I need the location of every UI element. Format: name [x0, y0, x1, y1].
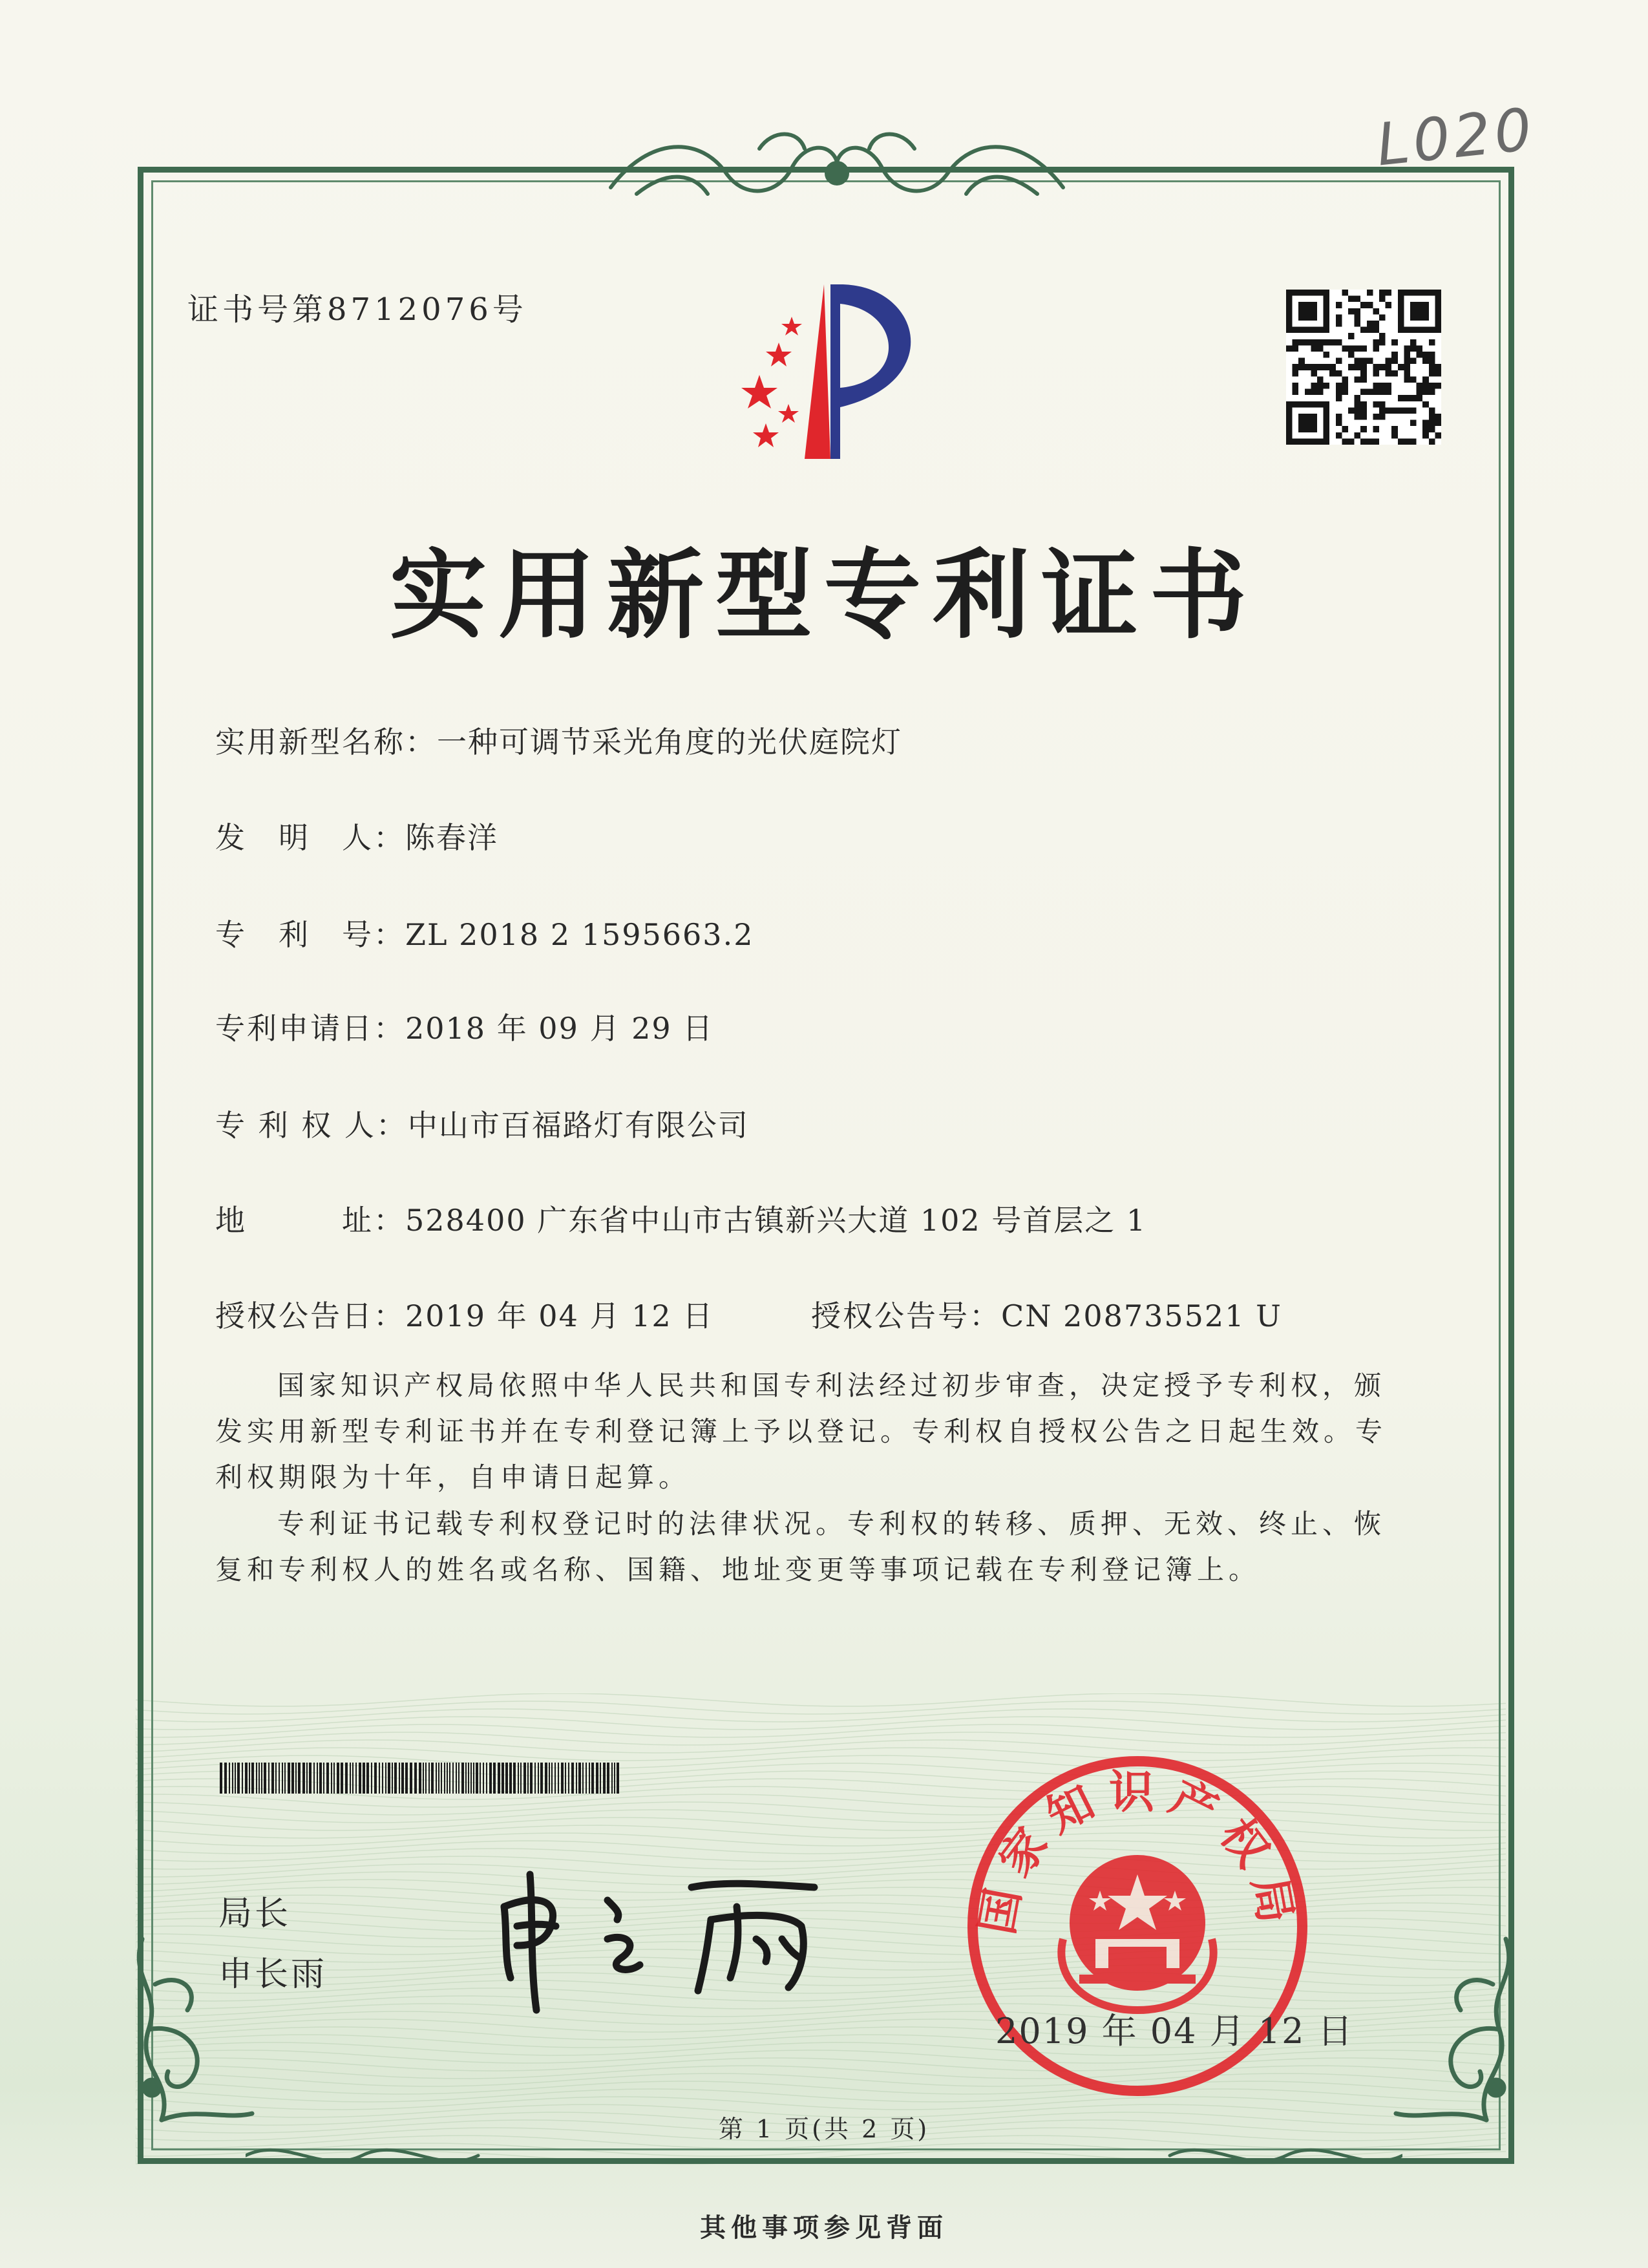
qr-code [1286, 290, 1441, 445]
field-label: 发 明 人： [215, 820, 405, 855]
handwritten-note: L020 [1373, 95, 1539, 180]
field-utility-model-name [215, 719, 902, 761]
back-page-note: 其他事项参见背面 [700, 2212, 948, 2243]
statement-paragraph-1: 国家知识产权局依照中华人民共和国专利法经过初步审查，决定授予专利权，颁发实用新型专利证书并在专利登记簿上予以登记。专利权自授权公告之日起生效。专利权期限为十年，自申请日起算。 [215, 1370, 1388, 1493]
field-label: 实用新型名称： [215, 725, 437, 759]
field-value: 中山市百福路灯有限公司 [407, 1108, 749, 1143]
field-value: ZL 2018 2 1595663.2 [405, 917, 754, 952]
field-label: 授权公告号： [811, 1298, 1001, 1333]
certificate-title: 实用新型专利证书 [389, 538, 1258, 652]
field-value: 528400 广东省中山市古镇新兴大道 102 号首层之 1 [405, 1203, 1147, 1238]
director-title: 局长 [218, 1894, 291, 1933]
statement-paragraph-2: 专利证书记载专利权登记时的法律状况。专利权的转移、质押、无效、终止、恢复和专利权人的姓名或名称、国籍、地址变更等事项记载在专利登记簿上。 [215, 1508, 1386, 1585]
field-grant-date [215, 1293, 713, 1335]
field-value: 陈春洋 [405, 820, 498, 855]
director-name: 申长雨 [218, 1955, 328, 1994]
field-value: 2018 年 09 月 29 日 [405, 1011, 714, 1046]
field-filing-date [215, 1005, 713, 1048]
field-label: 专 利 号： [215, 917, 405, 952]
field-label: 地 址： [215, 1203, 405, 1238]
director-signature [478, 1849, 840, 2017]
field-inventor [215, 814, 498, 857]
top-ornament [598, 123, 1076, 213]
field-value: 2019 年 04 月 12 日 [405, 1298, 714, 1333]
corner-ornament-right [1383, 1926, 1525, 2133]
field-label: 专利申请日： [215, 1011, 405, 1046]
certificate-number: 证书号第8712076号 [187, 291, 527, 328]
bottom-ornament [246, 2133, 1402, 2178]
field-patentee [215, 1102, 749, 1145]
field-value: 一种可调节采光角度的光伏庭院灯 [437, 725, 902, 759]
field-grant-number [811, 1293, 1282, 1335]
field-address [215, 1197, 1146, 1240]
barcode [220, 1763, 620, 1794]
field-patent-number [215, 911, 754, 954]
seal-text: 国家知识产权局 [973, 1768, 1302, 1938]
field-label: 专 利 权 人： [215, 1108, 408, 1143]
page-indicator: 第 1 页(共 2 页) [718, 2115, 930, 2143]
patent-office-logo [708, 278, 956, 472]
field-label: 授权公告日： [215, 1298, 405, 1333]
field-value: CN 208735521 U [1001, 1298, 1282, 1333]
seal-date: 2019 年 04 月 12 日 [995, 2011, 1354, 2051]
